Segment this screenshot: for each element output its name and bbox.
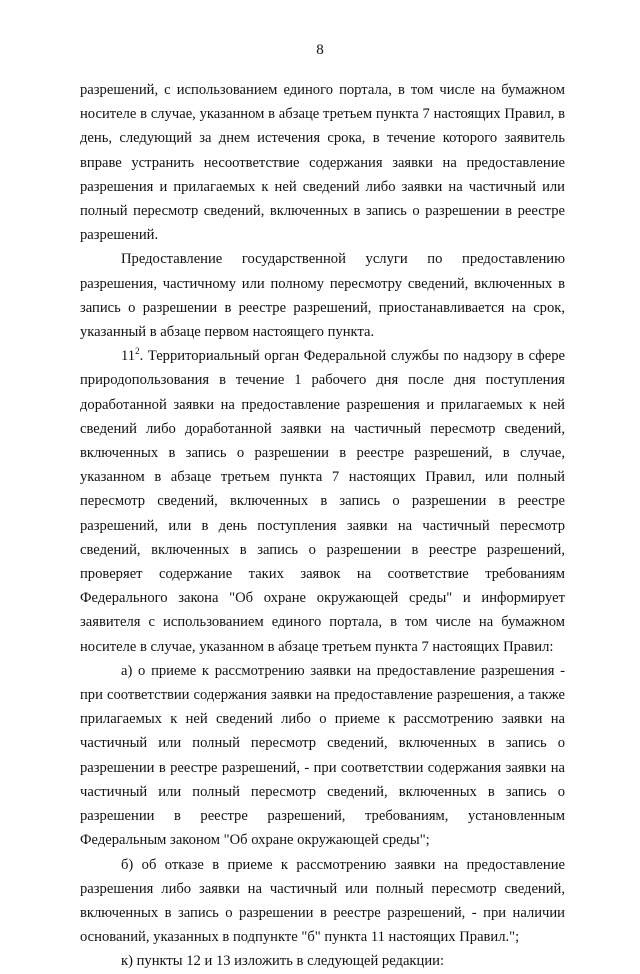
paragraph-clause-11-2 xyxy=(80,344,565,659)
subparagraph-b: б) об отказе в приеме к рассмотрению заявки на предоставление разрешения либо заявки на частичный или полный пересмотр сведений, включенных в запись о разрешении в реестре разрешений, - при наличии оснований, указанных в подпункте "б" пункта 11 настоящих Правил."; xyxy=(80,856,565,946)
clause-superscript: 2 xyxy=(135,346,140,357)
clause-text: . Территориальный орган Федеральной службы по надзору в сфере природопользования в течение 1 рабочего дня после дня поступления доработанной заявки на предоставление разрешения и прилагаемых к ней сведений либо доработанной заявки на частичный пересмотр сведений, включенных в запись о разрешении в реестре разрешений, в случае, указанном в абзаце третьем пункта 7 настоящих Правил, или полный пересмотр сведений, включенных в запись о разрешении в реестре разрешений, или в день поступления заявки на частичный пересмотр сведений, включенных в запись о разрешении в реестре разрешений, проверяет содержание таких заявок на соответствие требованиям Федерального закона "Об охране окружающей среды" и информирует заявителя с использованием единого портала, в том числе на бумажном носителе в случае, указанном в абзаце третьем пункта 7 настоящих Правил: xyxy=(80,348,565,655)
paragraph-continuation: разрешений, с использованием единого портала, в том числе на бумажном носителе в случае, указанном в абзаце третьем пункта 7 настоящих Правил, в день, следующий за днем истечения срока, в течение которого заявитель вправе устранить несоответствие содержания заявки на предоставление разрешения и прилагаемых к ней сведений либо заявки на частичный или полный пересмотр сведений, включенных в запись о разрешении в реестре разрешений. xyxy=(80,82,565,244)
document-body xyxy=(80,78,565,974)
clause-number: 11 xyxy=(121,348,136,365)
subparagraph-a: а) о приеме к рассмотрению заявки на предоставление разрешения - при соответствии содержания заявки на предоставление разрешения, а также прилагаемых к ней сведений либо о приеме к рассмотрению заявки на частичный или полный пересмотр сведений, включенных в запись о разрешении в реестре разрешений, - при соответствии содержания заявки на частичный или полный пересмотр сведений, включенных в запись о разрешении в реестре разрешений, требованиям, установленным Федеральным законом "Об охране окружающей среды"; xyxy=(80,662,565,849)
subparagraph-k: к) пункты 12 и 13 изложить в следующей редакции: xyxy=(121,953,444,970)
paragraph-suspension: Предоставление государственной услуги по предоставлению разрешения, частичному или полному пересмотру сведений, включенных в запись о разрешении в реестре разрешений, приостанавливается на срок, указанный в абзаце первом настоящего пункта. xyxy=(80,251,565,341)
page-number: 8 xyxy=(316,42,324,58)
